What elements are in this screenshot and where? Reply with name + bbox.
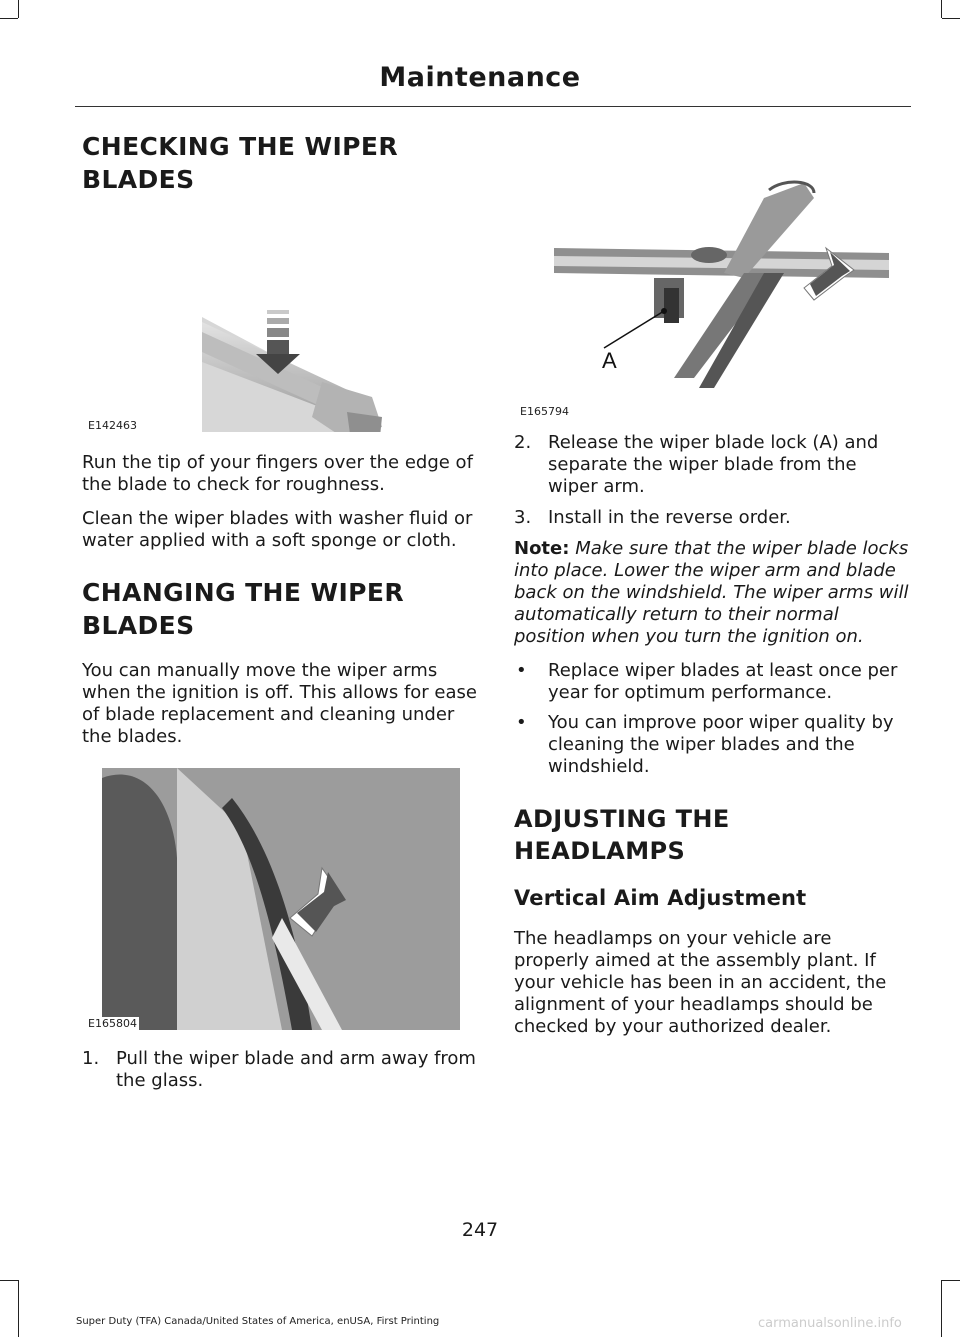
step-text: Install in the reverse order. <box>548 506 791 528</box>
note <box>514 538 909 648</box>
crop-mark <box>0 18 18 19</box>
list-item <box>514 712 909 778</box>
callout-label-a: A <box>602 348 617 373</box>
wiper-blade-lock-illustration <box>514 178 909 418</box>
wiper-blade-edge-illustration <box>82 212 477 432</box>
figure-wiper-blade-lock <box>514 178 909 418</box>
crop-mark <box>942 1280 960 1281</box>
list-item <box>514 660 909 704</box>
figure-code: E165794 <box>520 405 569 418</box>
wiper-arm-lift-illustration <box>82 768 477 1030</box>
note-label: Note: <box>514 537 570 559</box>
section-heading-checking <box>82 130 477 196</box>
paragraph: Run the tip of your fingers over the edge of the blade to check for roughness. <box>82 452 473 495</box>
bullet-list <box>514 660 909 779</box>
bullet-marker: • <box>516 659 527 681</box>
step-number: 3. <box>514 506 532 528</box>
crop-mark <box>0 1280 18 1281</box>
step-number: 1. <box>82 1047 100 1069</box>
left-column <box>82 130 477 1092</box>
heading-line: CHECKING THE WIPER <box>82 132 399 161</box>
figure-code: E142463 <box>88 419 137 432</box>
bullet-text: Replace wiper blades at least once per year for optimum performance. <box>548 659 898 703</box>
section-heading-headlamps: ADJUSTING THE HEADLAMPS <box>514 805 730 866</box>
list-item <box>514 432 909 498</box>
footer-text: Super Duty (TFA) Canada/United States of America, enUSA, First Printing <box>76 1316 440 1327</box>
section-heading-changing <box>82 576 477 642</box>
watermark: carmanualsonline.info <box>758 1316 902 1331</box>
crop-mark <box>18 0 19 18</box>
step-number: 2. <box>514 432 532 453</box>
page-number: 247 <box>461 1219 499 1241</box>
figure-code: E165804 <box>88 1016 137 1030</box>
steps-list <box>82 1048 477 1092</box>
note-text: Make sure that the wiper blade locks into place. Lower the wiper arm and blade back on the windshield. The wiper arms will automatically return to their normal position when you turn the ignition on. <box>514 537 909 647</box>
heading-line: BLADES <box>82 610 195 640</box>
list-item <box>514 507 909 529</box>
steps-list <box>514 432 909 529</box>
heading-line: BLADES <box>82 165 195 194</box>
right-column <box>514 178 909 1037</box>
paragraph: The headlamps on your vehicle are properly aimed at the assembly plant. If your vehicle has been in an accident, the alignment of your headlamps should be checked by your authorized dealer. <box>514 927 887 1037</box>
crop-mark <box>941 0 942 18</box>
heading-line: CHANGING THE WIPER <box>82 577 404 607</box>
bullet-text: You can improve poor wiper quality by cleaning the wiper blades and the windshield. <box>548 712 894 778</box>
figure-wiper-blade-edge <box>82 212 477 432</box>
header-divider <box>75 106 911 107</box>
bullet-marker: • <box>516 712 527 734</box>
step-text: Release the wiper blade lock (A) and separate the wiper blade from the wiper arm. <box>548 432 879 497</box>
crop-mark <box>18 1280 19 1337</box>
paragraph: You can manually move the wiper arms when the ignition is off. This allows for ease of blade replacement and cleaning under the blades. <box>82 659 477 747</box>
list-item <box>82 1048 477 1092</box>
crop-mark <box>941 1280 942 1337</box>
paragraph: Clean the wiper blades with washer fluid or water applied with a soft sponge or cloth. <box>82 507 473 551</box>
subheading-vertical-aim: Vertical Aim Adjustment <box>514 885 807 910</box>
figure-wiper-arm-lift <box>82 768 477 1030</box>
page-title: Maintenance <box>379 62 581 93</box>
step-text: Pull the wiper blade and arm away from the glass. <box>116 1047 476 1091</box>
crop-mark <box>942 18 960 19</box>
